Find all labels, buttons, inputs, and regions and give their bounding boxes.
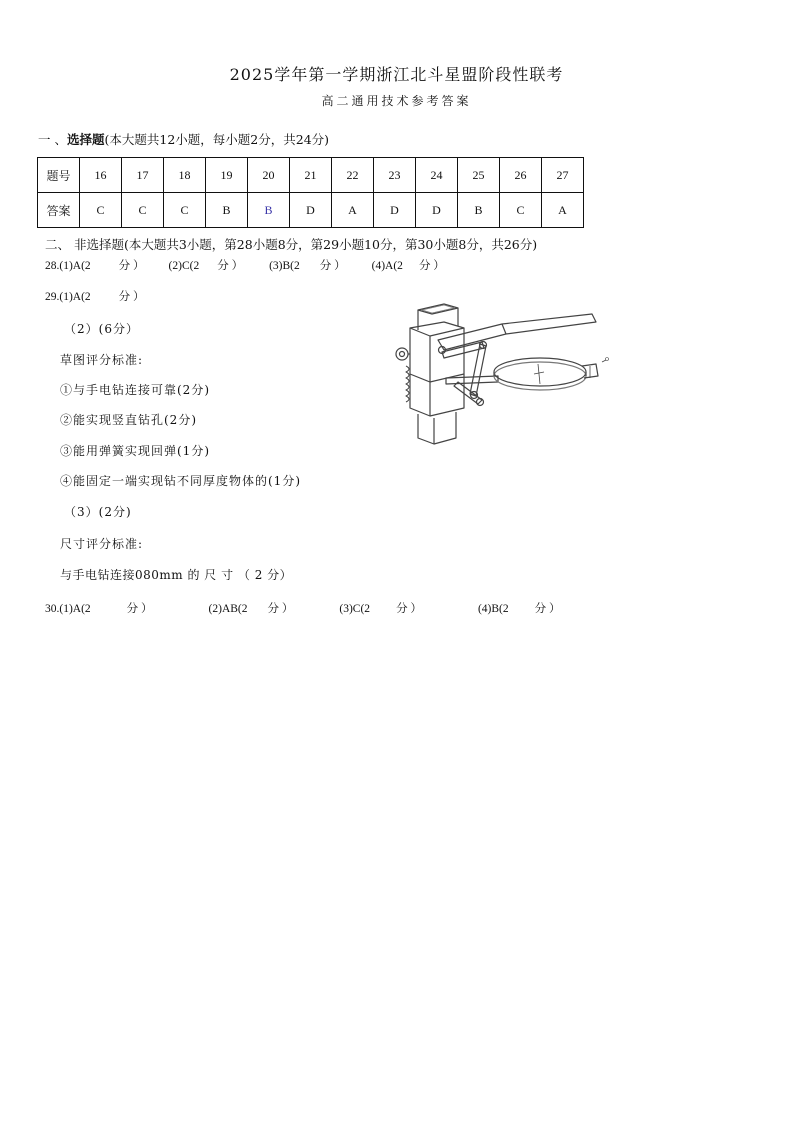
- q28-part2-end: 分 ）: [217, 260, 244, 272]
- sketch-criterion-4: ④能固定一端实现钻不同厚度物体的(1分): [60, 474, 301, 488]
- table-cell: 22: [332, 158, 374, 193]
- table-cell: 25: [458, 158, 500, 193]
- table-cell: C: [500, 193, 542, 228]
- q29-part1-end: 分 ）: [118, 291, 145, 303]
- q29-part1: 29.(1)A(2: [45, 291, 91, 303]
- q30-part2-end: 分 ）: [267, 603, 294, 615]
- section-1-bold: 选择题: [66, 132, 105, 147]
- q30-line: [45, 600, 560, 616]
- table-cell: D: [290, 193, 332, 228]
- table-cell: 20: [248, 158, 290, 193]
- table-cell: 17: [122, 158, 164, 193]
- table-cell: C: [164, 193, 206, 228]
- table-cell: C: [80, 193, 122, 228]
- section-2-heading: 二、 非选择题(本大题共3小题，第28小题8分，第29小题10分，第30小题8分，共26分): [45, 237, 538, 252]
- q30-part4: (4)B(2: [477, 603, 509, 615]
- table-cell: 21: [290, 158, 332, 193]
- table-row-answers: [38, 193, 584, 228]
- q28-part2: (2)C(2: [168, 260, 200, 272]
- q28-part4-end: 分 ）: [418, 260, 445, 272]
- table-cell: B: [458, 193, 500, 228]
- q29-part3: （3）(2分): [64, 505, 132, 519]
- table-cell: B: [248, 193, 290, 228]
- sketch-criterion-1: ①与手电钻连接可靠(2分): [60, 383, 210, 397]
- section-1-rest: (本大题共12小题，每小题2分，共24分): [104, 132, 330, 147]
- sketch-criterion-2: ②能实现竖直钻孔(2分): [60, 413, 197, 427]
- table-cell: 24: [416, 158, 458, 193]
- table-cell: 27: [542, 158, 584, 193]
- q30-part4-end: 分 ）: [534, 603, 561, 615]
- q28-part3-end: 分 ）: [319, 260, 346, 272]
- drill-stand-sketch: [382, 296, 612, 448]
- table-row-numbers: [38, 158, 584, 193]
- table-cell: D: [416, 193, 458, 228]
- q29-part2: （2）(6分）: [64, 322, 139, 336]
- table-cell: 26: [500, 158, 542, 193]
- q28-part1-end: 分 ）: [118, 260, 145, 272]
- dimension-criterion: 与手电钻连接080mm 的 尺 寸 （ 2 分）: [60, 568, 293, 582]
- q30-part1: 30.(1)A(2: [45, 603, 91, 615]
- section-1-prefix: 一 、: [38, 132, 67, 147]
- row-label-answer: 答案: [38, 193, 80, 228]
- q30-part3: (3)C(2: [339, 603, 371, 615]
- q28-part1: 28.(1)A(2: [45, 260, 91, 272]
- table-cell: B: [206, 193, 248, 228]
- table-cell: 19: [206, 158, 248, 193]
- dimension-criteria-title: 尺寸评分标准:: [60, 537, 144, 551]
- table-cell: 18: [164, 158, 206, 193]
- q28-part3: (3)B(2: [269, 260, 300, 272]
- section-1-heading: [38, 130, 329, 148]
- q28-part4: (4)A(2: [371, 260, 403, 272]
- sketch-criterion-3: ③能用弹簧实现回弹(1分): [60, 444, 210, 458]
- table-cell: C: [122, 193, 164, 228]
- answer-table: [37, 157, 584, 228]
- table-cell: A: [542, 193, 584, 228]
- table-cell: 23: [374, 158, 416, 193]
- q29-part1-line: [45, 288, 145, 304]
- row-label-number: 题号: [38, 158, 80, 193]
- q30-part3-end: 分 ）: [396, 603, 422, 615]
- document-subtitle: 高二通用技术参考答案: [321, 94, 472, 108]
- q30-part1-end: 分 ）: [126, 603, 153, 615]
- sketch-criteria-title: 草图评分标准:: [60, 353, 144, 367]
- table-cell: A: [332, 193, 374, 228]
- table-cell: D: [374, 193, 416, 228]
- table-cell: 16: [80, 158, 122, 193]
- document-title: 2025学年第一学期浙江北斗星盟阶段性联考: [229, 65, 564, 84]
- q30-part2: (2)AB(2: [208, 603, 248, 615]
- q28-line: [45, 257, 445, 273]
